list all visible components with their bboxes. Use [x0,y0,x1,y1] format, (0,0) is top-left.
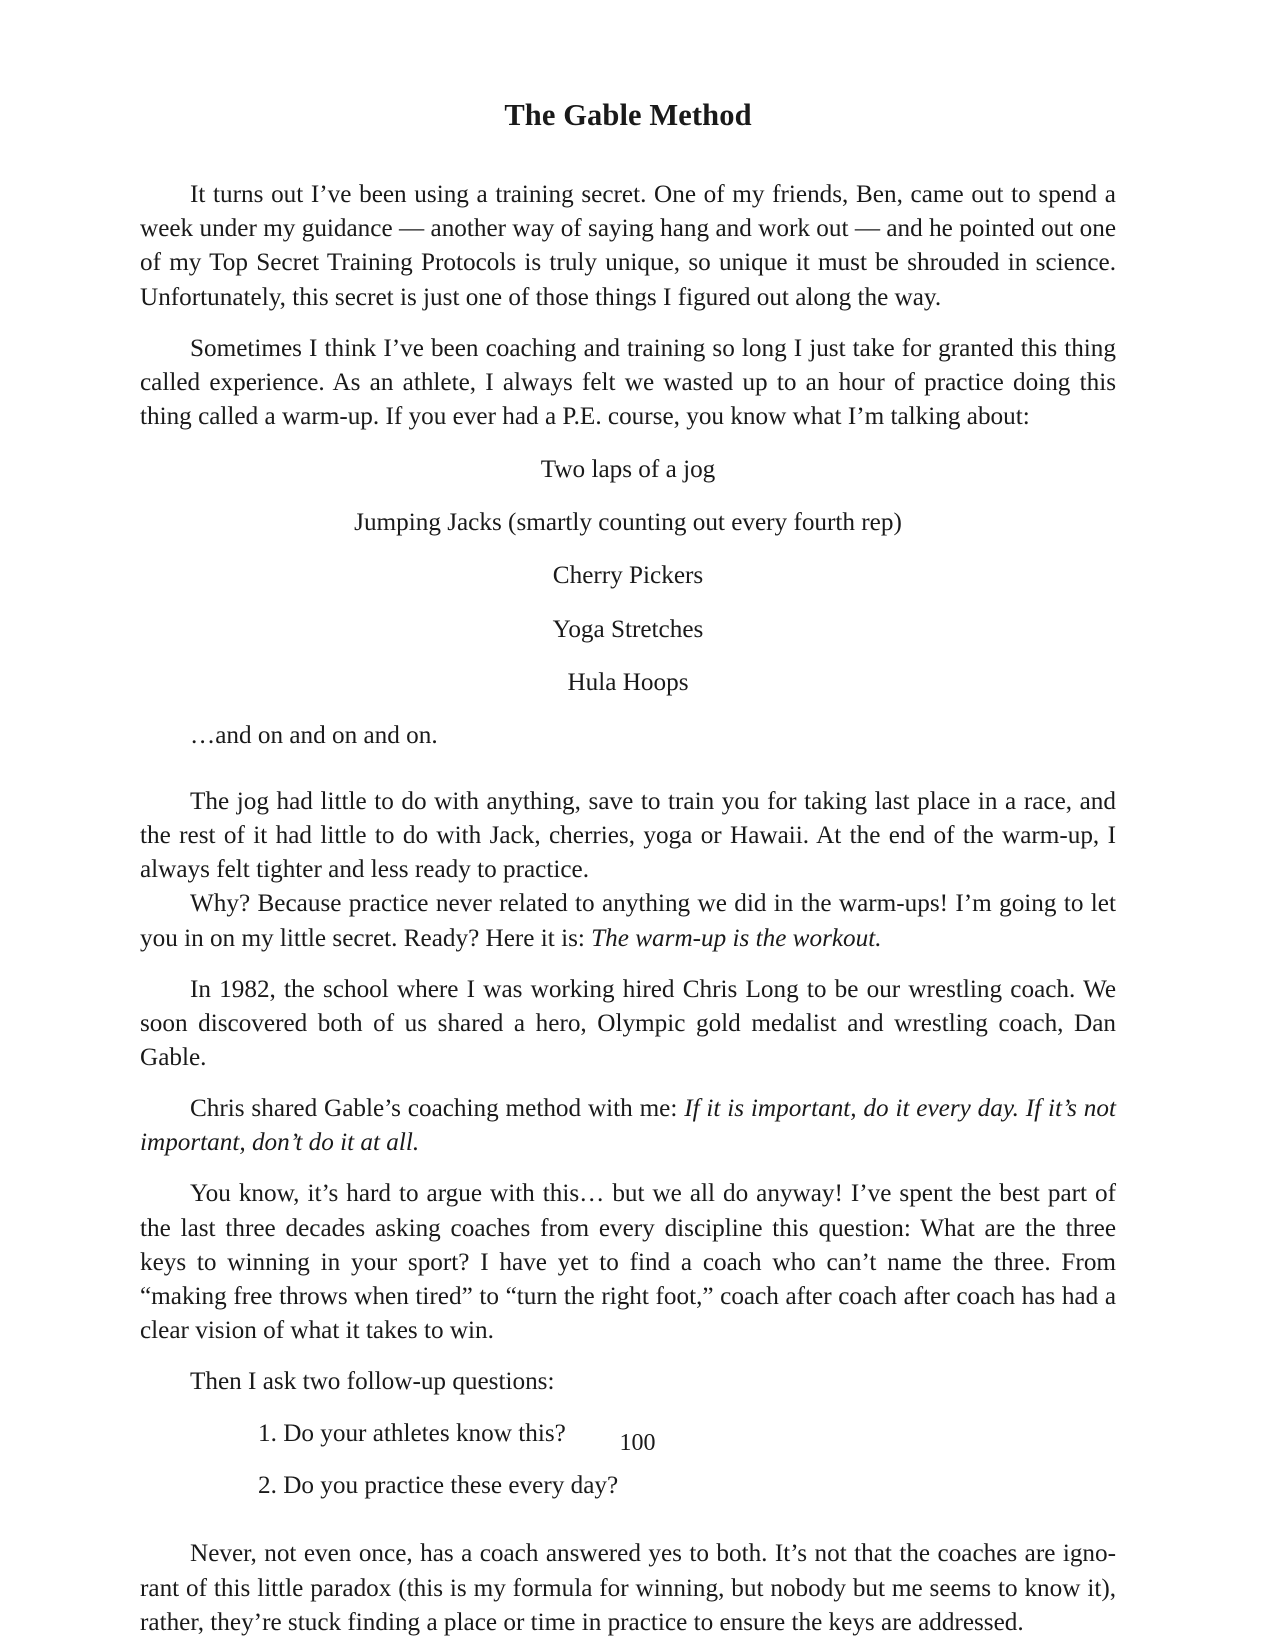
emphasis-warmup-is-workout: The warm-up is the workout. [591,924,882,952]
paragraph-gable-lead: Chris shared Gable’s coaching method with me: [190,1095,685,1123]
spacer [140,594,1116,613]
list-item: Cherry Pickers [552,562,704,590]
spacer [140,753,1116,785]
paragraph-1982: In 1982, the school where I was working hired Chris Long to be our wrestling coach. We soon discovered both of us shared a hero, Olympic gold medalist and wrestling coach, Dan Gable. [140,975,1116,1071]
paragraph-intro: It turns out I’ve been using a training secret. One of my friends, Ben, came out to spend a week under my guidance — another way of saying hang and work out — and he pointed out one of my Top Secret Training Protocols is truly unique, so unique it must be shrouded in science. Unfortunately, this secret is just one of those things I figured out along the way. [140,181,1116,311]
page-number: 100 [619,1430,656,1456]
spacer [140,956,1116,973]
warmup-list [140,453,1116,700]
paragraph-never-once: Never, not even once, has a coach answered yes to both. It’s not that the coaches are igno-rant of this little paradox (this is my formula for winning, but nobody but me seems to know it), rather, they’re stuck finding a place or time in practice to ensure the keys are addressed. [140,1540,1116,1636]
spacer [140,1348,1116,1365]
list-item: Two laps of a jog [540,456,716,484]
spacer [140,1075,1116,1092]
list-item: Hula Hoops [567,668,689,696]
paragraph-three-keys: You know, it’s hard to argue with this… but we all do anyway! I’ve spent the best part of the last three decades asking coaches from every discipline this question: What are the three keys to winning in your sport? I have yet to find a coach who can’t name the three. From “making free throws when tired” to “turn the right foot,” coach after coach after coach has had a clear vision of what it takes to win. [140,1180,1116,1344]
spacer [140,134,1116,178]
spacer [140,700,1116,719]
page-content [140,96,1116,1640]
list-item: 2. Do you practice these every day? [258,1472,619,1500]
spacer [140,315,1116,332]
paragraph-and-on: …and on and on and on. [190,721,438,749]
page-title: The Gable Method [504,98,752,132]
list-item: Yoga Stretches [552,615,704,643]
spacer [140,434,1116,453]
spacer [140,1399,1116,1417]
paragraph-why-text: Why? Because practice never related to anything we did in the warm-ups! I’m going to let you in on my little secret. Ready? Here it is: [140,890,1116,952]
list-item: Jumping Jacks (smartly counting out every fourth rep) [354,509,902,537]
paragraph-why [140,887,1116,955]
spacer [140,1160,1116,1177]
paragraph-jog: The jog had little to do with anything, save to train you for taking last place in a race, and the rest of it had little to do with Jack, cherries, yoga or Hawaii. At the end of the warm-up, I always felt tighter and less ready to practice. [140,787,1116,884]
spacer [140,647,1116,666]
spacer [140,540,1116,559]
emphasis-gable-method: If it is important, do it every day. If it’s not important, don’t do it at all. [140,1095,1116,1157]
spacer [140,1503,1116,1537]
paragraph-gable-quote [140,1092,1116,1160]
paragraph-followup-intro: Then I ask two follow-up questions: [190,1368,555,1396]
paragraph-experience: Sometimes I think I’ve been coaching and training so long I just take for granted this thing called experience. As an athlete, I always felt we wasted up to an hour of practice doing this thing called a warm-up. If you ever had a P.E. course, you know what I’m talking about: [140,334,1116,430]
spacer [140,487,1116,506]
list-item: 1. Do your athletes know this? [258,1420,566,1448]
